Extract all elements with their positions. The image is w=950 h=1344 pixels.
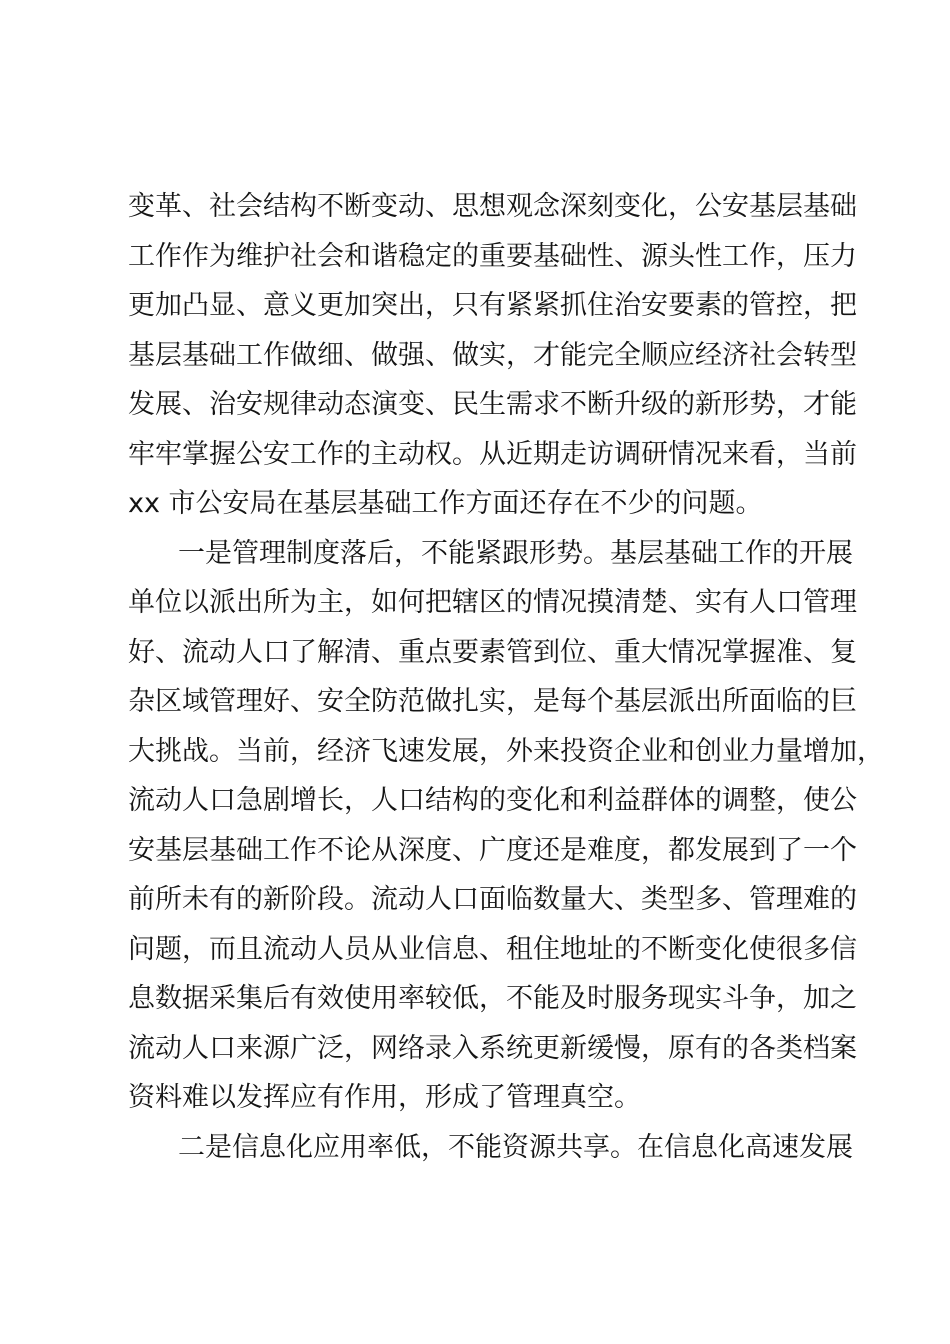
text-line: 流动人口来源广泛，网络录入系统更新缓慢，原有的各类档案 xyxy=(128,1032,857,1064)
text-line: 问题，而且流动人员从业信息、租住地址的不断变化使很多信 xyxy=(128,933,857,965)
text-line: 牢牢掌握公安工作的主动权。从近期走访调研情况来看，当前 xyxy=(128,438,857,470)
text-line: 资料难以发挥应有作用，形成了管理真空。 xyxy=(128,1082,641,1113)
text-line: 杂区域管理好、安全防范做扎实，是每个基层派出所面临的巨 xyxy=(128,686,857,717)
text-line: 发展、治安规律动态演变、民生需求不断升级的新形势，才能 xyxy=(128,389,857,420)
paragraph-first-line: 一是管理制度落后，不能紧跟形势。基层基础工作的开展 xyxy=(178,537,853,569)
text-line: xx 市公安局在基层基础工作方面还存在不少的问题。 xyxy=(128,488,763,519)
text-line: 变革、社会结构不断变动、思想观念深刻变化，公安基层基础 xyxy=(128,191,857,222)
paragraph-first-line: 二是信息化应用率低，不能资源共享。在信息化高速发展 xyxy=(178,1131,853,1163)
text-line: 流动人口急剧增长，人口结构的变化和利益群体的调整，使公 xyxy=(128,785,857,816)
text-line: 息数据采集后有效使用率较低，不能及时服务现实斗争，加之 xyxy=(128,983,857,1014)
text-line: 前所未有的新阶段。流动人口面临数量大、类型多、管理难的 xyxy=(128,884,857,915)
text-line: 更加凸显、意义更加突出，只有紧紧抓住治安要素的管控，把 xyxy=(128,290,857,321)
text-line: 安基层基础工作不论从深度、广度还是难度，都发展到了一个 xyxy=(128,834,857,866)
text-line: 工作作为维护社会和谐稳定的重要基础性、源头性工作，压力 xyxy=(128,240,857,272)
text-line: 基层基础工作做细、做强、做实，才能完全顺应经济社会转型 xyxy=(128,339,857,371)
document-body xyxy=(128,182,884,1172)
text-line: 单位以派出所为主，如何把辖区的情况摸清楚、实有人口管理 xyxy=(128,587,857,618)
text-line: 好、流动人口了解清、重点要素管到位、重大情况掌握准、复 xyxy=(128,636,857,668)
text-line: 大挑战。当前，经济飞速发展，外来投资企业和创业力量增加， xyxy=(128,735,884,767)
